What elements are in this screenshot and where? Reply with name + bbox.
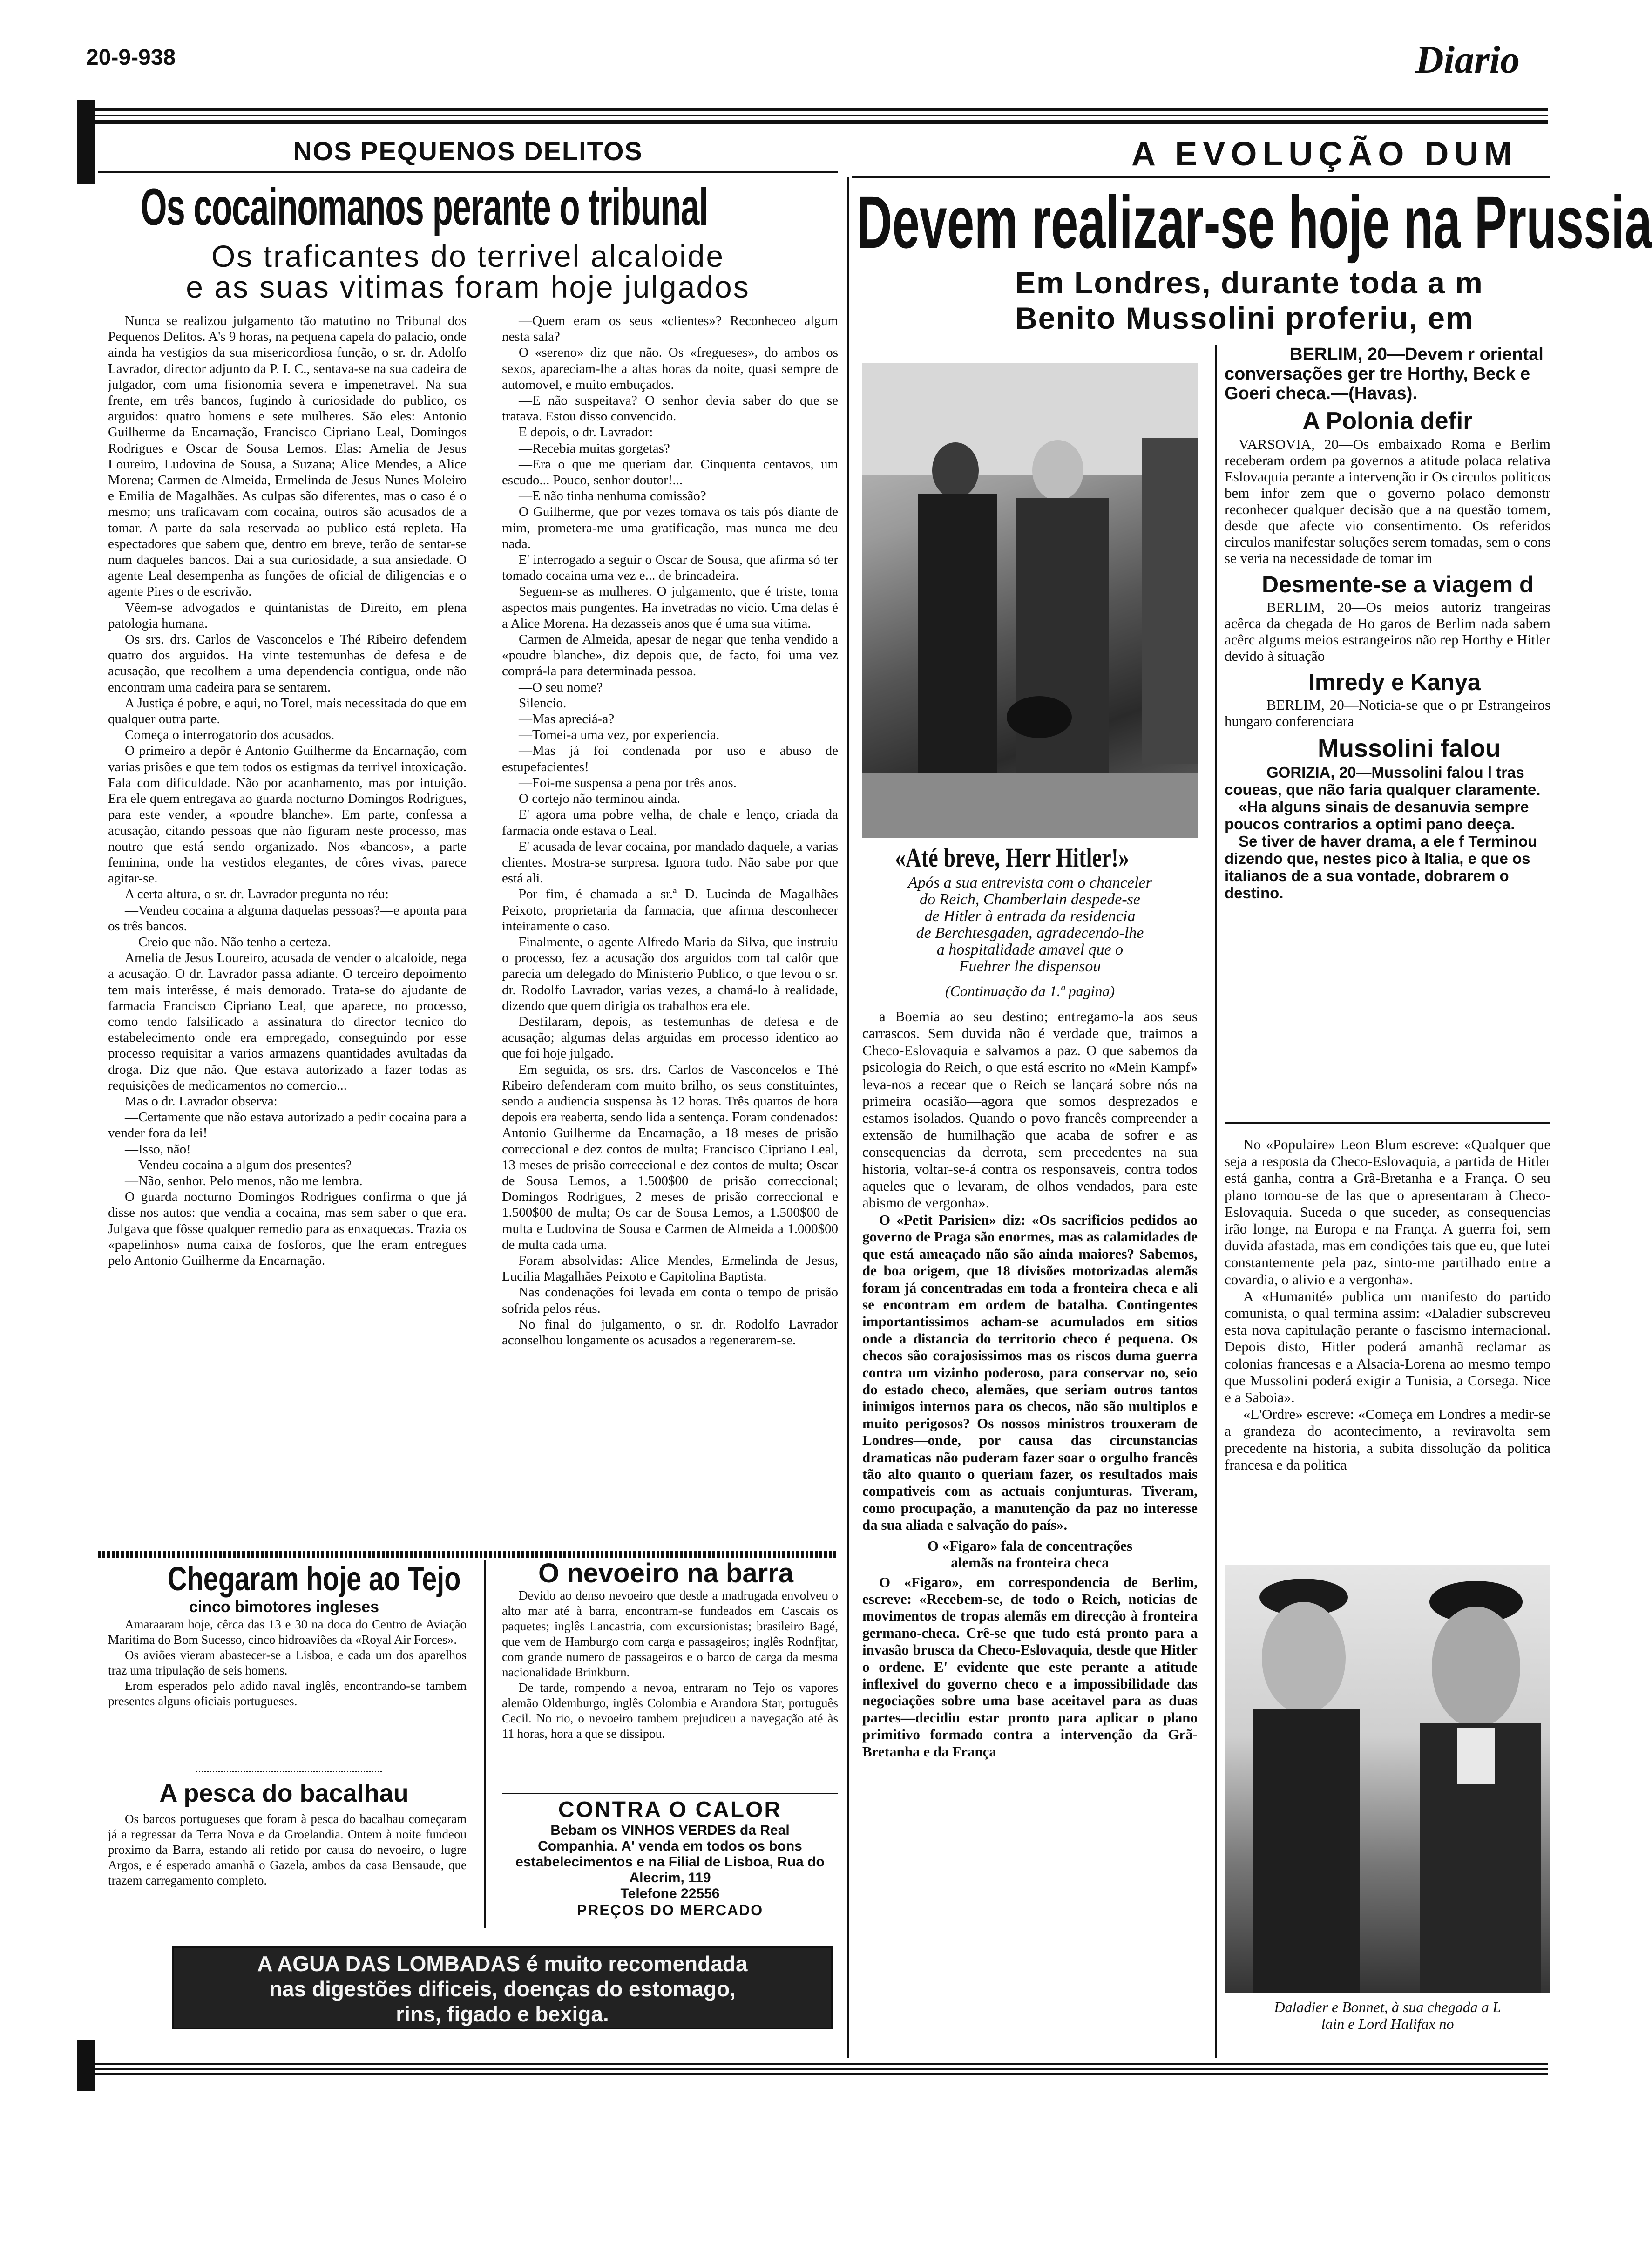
desmente-body: BERLIM, 20—Os meios autoriz trangeiras acêrca da chegada de Ho garos de Berlim nada sabem acêrc algums meios estrangeiros não rep Horthy e Hitler devido à situação bbox=[1225, 599, 1550, 664]
left-subhead-1: Os traficantes do terrivel alcaloide bbox=[211, 239, 725, 273]
paragraph: O «sereno» diz que não. Os «fregueses», do ambos os sexos, apareciam-lhe a altas horas da noite, quasi sempre de automovel, e muito embuçados. bbox=[502, 345, 838, 392]
daladier-bonnet-photo bbox=[1225, 1565, 1550, 1993]
dot-divider bbox=[196, 1771, 382, 1777]
mussolini-headline: Mussolini falou bbox=[1318, 734, 1501, 762]
humanite-paragraph: A «Humanité» publica um manifesto do partido comunista, o qual termina assim: «Daladier subscreveu esta nova capitulação perante o fascismo internacional. Depois disto, Hitler poderá amanhã reclamar as colonias francesas e a Alsacia-Lorena ao mesmo tempo que Mussolini poderá exigir a Tunisia, a Corsega. Nice e a Saboia». bbox=[1225, 1288, 1550, 1406]
calor-title: CONTRA O CALOR bbox=[558, 1797, 782, 1822]
chamberlain-hitler-photo bbox=[862, 363, 1198, 838]
left-kicker: NOS PEQUENOS DELITOS bbox=[293, 136, 643, 166]
paragraph: O cortejo não terminou ainda. bbox=[519, 791, 681, 807]
bottom-rule bbox=[95, 2068, 1548, 2070]
parisien-paragraph: O «Petit Parisien» diz: «Os sacrificios pedidos ao governo de Praga são enormes, mas as calamidades de que está ameaçado não são ainda maiores? Sabemos, de boa origem, que 18 divisões motorizadas alemãs foram já concentradas em toda a fronteira checa e ali se encontram em ordem de batalha. Contingentes importantissimos acham-se acumulados em sitios onde a distancia do territorio checo é pequena. Os checos são corajosissimos mas os riscos duma guerra contra um vizinho poderoso, para conservar no, seio do estado checo, alemães, que seriam outros tantos inimigos internos para os checos, não são multiplos e muito perigosos? Os nossos ministros trouxeram de Londres—onde, por causa das circunstancias dramaticas não puderam fazer soar o orgulho francês tão alto quanto o queriam fazer, os resultados mais compativeis com as actuais conjunturas. Tiveram, como procupação, a manutenção da paz no interesse da sua aliada e salvação do país». bbox=[862, 1211, 1198, 1533]
caption-line: de Berchtesgaden, agradecendo-lhe bbox=[916, 924, 1144, 942]
paragraph: A Justiça é pobre, e aqui, no Torel, mais necessitada do que em qualquer outra parte. bbox=[108, 695, 467, 727]
top-rule bbox=[95, 115, 1548, 116]
section-rule bbox=[1225, 1122, 1550, 1124]
paragraph: —Creio que não. Não tenho a certeza. bbox=[125, 934, 331, 949]
paragraph: A certa altura, o sr. dr. Lavrador pregunta no réu: bbox=[125, 887, 389, 902]
article-column-2 bbox=[502, 313, 838, 1524]
continuation-note: (Continuação da 1.ª pagina) bbox=[945, 983, 1115, 999]
paragraph: Os srs. drs. Carlos de Vasconcelos e Thé Ribeiro defendem quatro dos arguidos. Ha vinte testemunhas de defesa e de acusação, que recolhem a uma dependencia contigua, onde não encontram uma cadeira para se sentarem. bbox=[108, 632, 467, 695]
top-rule bbox=[95, 120, 1548, 124]
berlim-lead: BERLIM, 20—Devem r oriental conversações ger tre Horthy, Beck e Goeri checa.—(Havas). bbox=[1225, 345, 1544, 403]
paragraph: Foram absolvidas: Alice Mendes, Ermelinda de Jesus, Lucilia Magalhães Peixoto e Capitolina Baptista. bbox=[502, 1253, 838, 1284]
populaire-paragraph: No «Populaire» Leon Blum escreve: «Qualquer que seja a resposta da Checo-Eslovaquia, a partida de Hitler está ganha, contra a Grã-Bretanha e a França. O seu plano tornou-se de las que o apresentaram à Checo-Eslovaquia. Suceda o que suceder, as consequencias irão longe, na Europa e na França. A guerra foi, sem duvida afastada, mas em condições tais que eu, que lutei constantemente pela paz, sinto-me partilhado entre a covardia, o alivio e a vergonha». bbox=[1225, 1136, 1550, 1288]
caption-line: do Reich, Chamberlain despede-se bbox=[920, 891, 1140, 908]
paragraph: O primeiro a depôr é Antonio Guilherme da Encarnação, com varias prisões e que tem todos os estigmas da terrivel intoxicação. Fala com dificuldade. Não por acanhamento, mas por intuição. Era ele quem entregava ao guarda nocturno Domingos Rodrigues, para este vender, a «poudre blanche». Em parte, confessa a acusação, citando pessoas que não figuram neste processo, mas noutro que está sendo organizado. Nos «bancos», a parte feminina, onde ha vestidos elegantes, de côres vivas, parece agitar-se. bbox=[108, 743, 467, 886]
photo-figures bbox=[1225, 1565, 1550, 1993]
section-rule bbox=[98, 1551, 838, 1558]
paragraph: Desfilaram, depois, as testemunhas de defesa e de acusação; algumas delas arguidas em processo identico ao que foi hoje julgado. bbox=[502, 1014, 838, 1061]
paragraph: —Foi-me suspensa a pena por três anos. bbox=[519, 775, 737, 790]
masthead: Diario bbox=[1415, 38, 1520, 81]
paragraph: a Boemia ao seu destino; entregamo-la aos seus carrascos. Sem duvida não é verdade que, traimos a Checo-Eslovaquia e salvamos a paz. O que sabemos da psicologia do Reich, o que está escrito no «Mein Kampf» leva-nos a recear que o Reich se lançará sobre nós na primeira ocasião—agora que somos desprezados e estamos isolados. Quando o povo francês compreender a extensão de humilhação que acaba de sofrer e as consequencias da derrota, sem precedentes na sua historia, voltar-se-á contra os responsaveis, contra todos aqueles que o levaram, de olhos vendados, para este abismo de vergonha». bbox=[862, 1008, 1198, 1211]
paragraph: —Vendeu cocaina a alguma daquelas pessoas?—e aponta para os três bancos. bbox=[108, 902, 467, 934]
paragraph: —Não, senhor. Pelo menos, não me lembra. bbox=[125, 1173, 363, 1188]
polonia-headline: A Polonia defir bbox=[1302, 407, 1473, 434]
tejo-headline: Chegaram hoje ao Tejo bbox=[168, 1560, 461, 1598]
paragraph: E' agora uma pobre velha, de chale e lenço, criada da farmacia onde estava o Leal. bbox=[502, 807, 838, 838]
kicker-rule bbox=[98, 171, 838, 173]
paragraph: E' acusada de levar cocaina, por mandado daquele, a varias clientes. Mostra-se surpresa. Ignora tudo. Não sabe por que está ali. bbox=[502, 839, 838, 886]
paragraph: E depois, o dr. Lavrador: bbox=[519, 425, 653, 440]
paragraph: —Mas apreciá-a? bbox=[519, 712, 615, 727]
paragraph: Os aviões vieram abastecer-se a Lisboa, e cada um dos aparelhos traz uma tripulação de seis homens. bbox=[108, 1648, 467, 1677]
column-rule bbox=[1215, 345, 1217, 2058]
kicker-rule-right bbox=[852, 176, 1550, 178]
paragraph: E' interrogado a seguir o Oscar de Sousa, que afirma só ter tomado cocaina uma vez e... de brincadeira. bbox=[502, 552, 838, 583]
paragraph: —Recebia muitas gorgetas? bbox=[519, 441, 670, 456]
caption-line: Após a sua entrevista com o chanceler bbox=[908, 874, 1152, 891]
left-headline: Os cocainomanos perante o tribunal bbox=[141, 178, 708, 236]
figaro-head-1: O «Figaro» fala de concentrações bbox=[927, 1537, 1133, 1554]
caption-line: de Hitler à entrada da residencia bbox=[924, 908, 1136, 925]
calor-body: Bebam os VINHOS VERDES da Real Companhia. A' venda em todos os bons estabelecimentos e na Filial de Lisboa, Rua do Alecrim, 119 bbox=[515, 1823, 825, 1885]
paragraph: Por fim, é chamada a sr.ª D. Lucinda de Magalhães Peixoto, proprietaria da farmacia, que afirma desconhecer inteiramente o caso. bbox=[502, 887, 838, 934]
paragraph: Finalmente, o agente Alfredo Maria da Silva, que instruiu o processo, fez a acusação dos arguidos com tal calôr que parecia um delegado do Ministerio Publico, o que levou o sr. dr. Rodolfo Lavrador, varias vezes, a chamá-lo à realidade, dizendo que quem dirigia os trabalhos era ele. bbox=[502, 934, 838, 1013]
paragraph: Em seguida, os srs. drs. Carlos de Vasconcelos e Thé Ribeiro defenderam com muito brilho, os seus constituintes, sendo a audiencia suspensa às 12 horas. Três quartos de hora depois era reaberta, sendo lida a sentença. Foram condenados: Antonio Guilherme da Encarnação, a 18 meses de prisão correccional e dez contos de multa; Francisco Cipriano Leal, 13 meses de prisão correccional e dez contos de multa; Oscar de Sousa Lemos, a 1.500$00 de prisão correccional; Domingos Rodrigues, 2 meses de prisão correccional e 1.500$00 de multa; Os car de Sousa Lemos, a 1.500$00 de multa e Ludovina de Sousa e Carmen de Almeida a 1.000$00 de multa cada uma. bbox=[502, 1062, 838, 1252]
paragraph: —Era o que me queriam dar. Cinquenta centavos, um escudo... Pouco, senhor doutor!... bbox=[502, 456, 838, 488]
tejo-subhead: cinco bimotores ingleses bbox=[189, 1598, 379, 1616]
lombadas-line-1: A AGUA DAS LOMBADAS é muito recomendada bbox=[257, 1952, 748, 1976]
imredy-headline: Imredy e Kanya bbox=[1308, 669, 1481, 695]
paragraph: Amelia de Jesus Loureiro, acusada de vender o alcaloide, nega a acusação. O dr. Lavrador passa adiante. O terceiro depoimento tem mais interêsse, é mais demorado. Trata-se do ajudante de farmacia Francisco Cipriano Leal, que aparece, no processo, como tendo falsificado a assinatura do director tecnico do estabelecimento onde era empregado, conseguindo por esse processo requisitar a varios armazens quantidades avultadas da droga. Diz que não. Que estava autorizado a fazer todas as requisições de medicamentos no comercio... bbox=[108, 950, 467, 1093]
paragraph: Silencio. bbox=[519, 695, 567, 711]
margin-bar bbox=[77, 2040, 95, 2091]
right-deck-1: Em Londres, durante toda a m bbox=[1015, 265, 1483, 300]
page-date: 20-9-938 bbox=[86, 45, 176, 70]
photo-figures bbox=[862, 363, 1198, 838]
bulletins-column bbox=[1225, 345, 1550, 1118]
paragraph: —Certamente que não estava autorizado a pedir cocaina para a vender fora da lei! bbox=[108, 1110, 467, 1141]
half-divider bbox=[847, 177, 849, 2058]
figaro-head-2: alemãs na fronteira checa bbox=[951, 1554, 1109, 1571]
calor-footer: PREÇOS DO MERCADO bbox=[576, 1902, 764, 1919]
figaro-paragraph: O «Figaro», em correspondencia de Berlim, escreve: «Recebem-se, de todo o Reich, noticias de movimentos de tropas alemãs em direcção à fronteira germano-checa. Crê-se que tudo está pronto para a invasão brusca da Checo-Eslovaquia, desde que Hitler o ordene. E' evidente que este perante a atitude inflexivel do governo checo e a impossibilidade das negociações sobre uma base aceitavel para as duas partes—decidiu estar pronto para aplicar o plano primitivo formado contra a intervenção da Grã-Bretanha e da França bbox=[862, 1573, 1198, 1760]
ordre-paragraph: «L'Ordre» escreve: «Começa em Londres a medir-se a grandeza do acontecimento, a reviravolta sem precedente na historia, a subita dissolução da politica francesa e da politica bbox=[1225, 1406, 1550, 1473]
right-headline: Devem realizar-se hoje na Prussia bbox=[857, 180, 1652, 264]
right-kicker: A EVOLUÇÃO DUM bbox=[1131, 136, 1518, 173]
bacalhau-paragraph: Os barcos portugueses que foram à pesca do bacalhau começaram já a regressar da Terra Nova e da Groelandia. Ontem à noite fundeou proximo da Barra, estando ali retido por causa do nevoeiro, o lugre Argos, e é esperado amanhã o Gazela, ambos da casa Bensaude, que trazem carregamento completo. bbox=[108, 1812, 467, 1887]
caption-line: a hospitalidade amavel que o bbox=[936, 941, 1124, 958]
paragraph: No final do julgamento, o sr. dr. Rodolfo Lavrador aconselhou longamente os acusados a regenerarem-se. bbox=[502, 1316, 838, 1348]
nevoeiro-headline: O nevoeiro na barra bbox=[538, 1558, 793, 1588]
paragraph: Nunca se realizou julgamento tão matutino no Tribunal dos Pequenos Delitos. A's 9 horas, na pequena capela do palacio, onde ainda ha vestigios da sua misericordiosa função, o sr. dr. Adolfo Lavrador, director adjunto da P. I. C., sentava-se na sua cadeira de julgador, com uma fisionomia severa e impenetravel. Na sua frente, em três bancos, fugindo à curiosidade do publico, os arguidos: quatro homens e sete mulheres. São eles: Antonio Guilherme da Encarnação, Francisco Cipriano Leal, Domingos Rodrigues e Oscar de Sousa Lemos. Elas: Amelia de Jesus Loureiro, Ludovina de Sousa, a Suzana; Alice Mendes, a Alice Morena; Carmen de Almeida, Ermelinda de Jesus Nunes Moleiro e Emilia de Magalhães. As culpas são diferentes, mas o caso é o mesmo; uns traficavam com cocaina, outros são acusados de a tomar. A parte da sala reservada ao publico está repleta. Ha espectadores que sabem que, dentro em breve, terão de sentar-se num daqueles bancos. Dai a sua curiosidade, a sua ansiedade. O agente Leal desempenha as funções de oficial de diligencias e o agente Pires o de escrivão. bbox=[108, 313, 467, 599]
bacalhau-body bbox=[108, 1811, 467, 1928]
paragraph: —Quem eram os seus «clientes»? Reconheceo algum nesta sala? bbox=[502, 313, 838, 345]
mussolini-body-1: GORIZIA, 20—Mussolini falou l tras coueas, que não faria qualquer claramente. bbox=[1225, 764, 1541, 798]
paragraph: Vêem-se advogados e quintanistas de Direito, em plena patologia humana. bbox=[108, 600, 467, 631]
photo2-caption-line: lain e Lord Halifax no bbox=[1321, 2015, 1454, 2032]
paragraph: Devido ao denso nevoeiro que desde a madrugada envolveu o alto mar até à barra, encontram-se fundeados em Cascais os paquetes; inglês Lancastria, com excursionistas; brasileiro Bagé, que vem de Hamburgo com carga e passageiros; inglês Rodnfjtar, com grande numero de passageiros e o barco de carga da mesma nacionalidade Brinkburn. bbox=[502, 1588, 838, 1679]
photo2-caption-line: Daladier e Bonnet, à sua chegada a L bbox=[1274, 1999, 1501, 2015]
article-column-1 bbox=[108, 313, 467, 1524]
paragraph: Começa o interrogatorio dos acusados. bbox=[125, 727, 335, 743]
polonia-body: VARSOVIA, 20—Os embaixado Roma e Berlim receberam ordem pa governos a atitude polaca relativa Eslovaquia perante a intervenção ir Os circulos politicos bem infor zem que o governo polaco demonstr reconhecer qualquer decisão que a na questão tomem, desde que afecte vio consentimento. Os referidos circulos manifestar soluções serem tomadas, sem o cons se veria na necessidade de tomar im bbox=[1225, 436, 1550, 566]
nevoeiro-body bbox=[502, 1588, 838, 1788]
paragraph: Amaraaram hoje, cêrca das 13 e 30 na doca do Centro de Aviação Maritima do Bom Sucesso, cinco hidroaviões da «Royal Air Forces». bbox=[108, 1617, 467, 1647]
margin-bar bbox=[77, 100, 95, 184]
bottom-rule bbox=[95, 2063, 1548, 2065]
paragraph: Nas condenações foi levada em conta o tempo de prisão sofrida pelos réus. bbox=[502, 1285, 838, 1316]
photo-caption bbox=[862, 875, 1198, 975]
lombadas-ad bbox=[172, 1946, 833, 2029]
paragraph: —Isso, não! bbox=[125, 1141, 191, 1157]
paragraph: Erom esperados pelo adido naval inglês, encontrando-se tambem presentes alguns oficiais portugueses. bbox=[108, 1679, 467, 1708]
calor-phone: Telefone 22556 bbox=[620, 1886, 720, 1901]
paragraph: O guarda nocturno Domingos Rodrigues confirma o que já disse nos autos: que vendia a cocaina, mas sem saber o que era. Julgava que fôsse qualquer remedio para as enxaquecas. Trazia os «papelinhos» numa caixa de fosforos, que lhe eram entregues pelo Antonio Guilherme da Encarnação. bbox=[108, 1189, 467, 1268]
top-rule bbox=[95, 108, 1548, 111]
imredy-body: BERLIM, 20—Noticia-se que o pr Estrangeiros hungaro conferenciara bbox=[1225, 697, 1550, 729]
photo2-caption bbox=[1225, 1999, 1550, 2032]
lombadas-line-3: rins, figado e bexiga. bbox=[396, 2002, 609, 2026]
tejo-body bbox=[108, 1617, 467, 1770]
paragraph: Seguem-se as mulheres. O julgamento, que é triste, toma aspectos mais pungentes. Ha invetradas no vicio. Uma delas é a Alice Morena. Ha dezasseis anos que é uma sua vitima. bbox=[502, 584, 838, 631]
calor-ad bbox=[502, 1793, 838, 1929]
mussolini-body-3: Se tiver de haver drama, a ele f Terminou dizendo que, nestes pico à Italia, e que os italianos de a sua vontade, dobrarem o destino. bbox=[1225, 833, 1537, 902]
left-subhead-2: e as suas vitimas foram hoje julgados bbox=[186, 270, 750, 304]
mussolini-body-2: «Ha alguns sinais de desanuvia sempre poucos contrarios a optimi pano deeça. bbox=[1225, 798, 1529, 833]
paragraph: Mas o dr. Lavrador observa: bbox=[125, 1093, 278, 1109]
article-column-3 bbox=[862, 1008, 1198, 2042]
photo-caption-title: «Até breve, Herr Hitler!» bbox=[895, 842, 1130, 873]
caption-line: Fuehrer lhe dispensou bbox=[959, 958, 1101, 975]
paragraph: —E não tinha nenhuma comissão? bbox=[519, 488, 706, 504]
right-deck-2: Benito Mussolini proferiu, em bbox=[1015, 301, 1474, 335]
paragraph: O Guilherme, que por vezes tomava os tais pós diante de mim, prometera-me uma gratificação, mas nunca me deu nada. bbox=[502, 504, 838, 551]
lombadas-line-2: nas digestões dificeis, doenças do estomago, bbox=[269, 1977, 736, 2001]
column-rule bbox=[484, 1560, 486, 1928]
paragraph: —Vendeu cocaina a algum dos presentes? bbox=[125, 1157, 352, 1173]
bacalhau-headline: A pesca do bacalhau bbox=[159, 1779, 409, 1807]
paragraph: Carmen de Almeida, apesar de negar que tenha vendido a «poudre blanche», diz depois que, de facto, foi uma vez comprá-la para determinada pessoa. bbox=[502, 632, 838, 679]
paragraph: —Mas já foi condenada por uso e abuso de estupefacientes! bbox=[502, 743, 838, 774]
desmente-headline: Desmente-se a viagem d bbox=[1262, 571, 1534, 597]
press-review-column bbox=[1225, 1136, 1550, 1555]
paragraph: De tarde, rompendo a nevoa, entraram no Tejo os vapores alemão Oldemburgo, inglês Colombia e Arandora Star, português Cecil. No rio, o nevoeiro tambem prejudiceu a navegação até às 11 horas, hora a que se dissipou. bbox=[502, 1681, 838, 1741]
bottom-rule bbox=[95, 2073, 1548, 2075]
paragraph: —E não suspeitava? O senhor devia saber do que se tratava. Estou disso convencido. bbox=[502, 393, 838, 424]
paragraph: —O seu nome? bbox=[519, 679, 603, 695]
paragraph: —Tomei-a uma vez, por experiencia. bbox=[519, 727, 720, 743]
